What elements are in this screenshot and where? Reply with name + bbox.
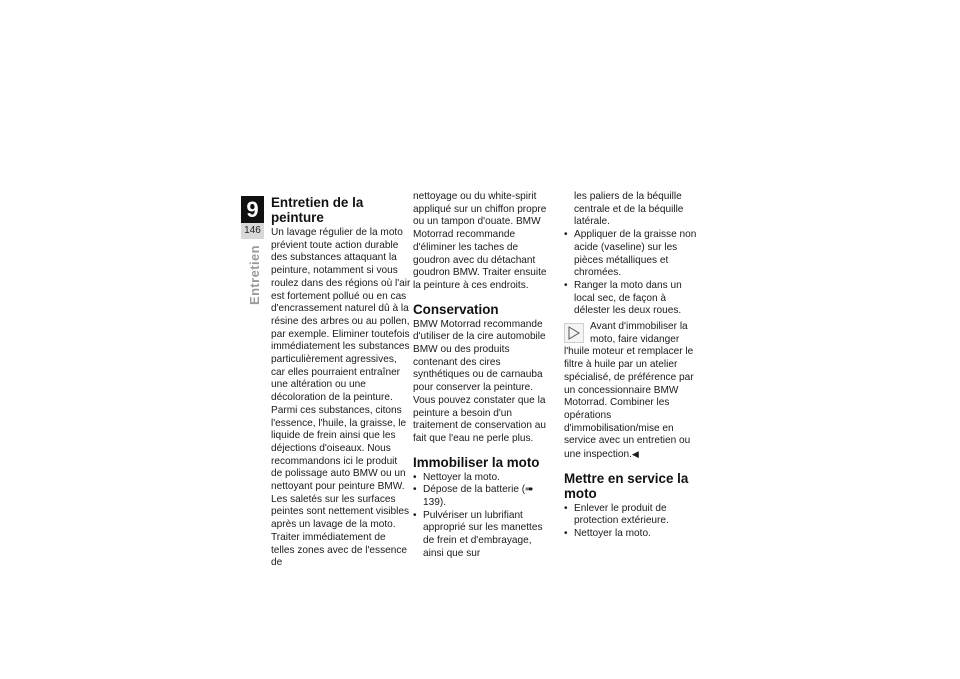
note-box [564,321,704,462]
column-2 [413,191,553,561]
column-1 [271,195,411,570]
section-heading-conservation: Conservation [413,301,499,317]
paragraph-paint-care-cont: nettoyage ou du white-spirit appliqué sur un chiffon propre ou un tampon d'ouate. BMW Motorrad recommande d'éliminer les taches de goudron avec du détachant goudron BMW. Traiter ensuite la peinture à ces endroits. [413,191,547,291]
note-text: Avant d'immobiliser la moto, faire vidanger l'huile moteur et remplacer le filtre à huile par un atelier spécialisé, de préférence par un concessionnaire BMW Motorrad. Combiner les opérations d'immobilisation/mise en service avec un entretien ou une inspection. [564,321,694,461]
section-heading-recommission: Mettre en service la moto [564,470,689,501]
paragraph-paint-care: Un lavage régulier de la moto prévient toute action durable des substances attaquant la peinture, notamment si vous roulez dans des régions où l'air est fortement pollué ou en cas d'encrassement naturel dû à la résine des arbres ou au pollen, par exemple. Eliminer toutefois immédiatement les substances particulièrement agressives, car elles pourraient entraîner une altération ou une décoloration de la peinture. Parmi ces substances, citons l'essence, l'huile, la graisse, le liquide de frein ainsi que les déjections d'oiseaux. Nous recommandons ici le produit de polissage auto BMW ou un nettoyant pour peinture BMW. [271,227,411,493]
section-heading-immobilize: Immobiliser la moto [413,454,540,470]
chapter-side-label: Entretien [247,245,262,305]
list-item: • Dépose de la batterie (➠ 139). [413,484,553,509]
list-item: • Pulvériser un lubrifiant approprié sur les manettes de frein et d'embrayage, ainsi que sur [413,510,553,561]
chapter-number: 9 [241,196,264,223]
page-number: 146 [241,223,264,239]
list-item: • Nettoyer la moto. [413,472,553,485]
immobilize-steps-cont [564,191,704,318]
end-mark-icon: ◀ [631,449,639,460]
section-heading-paint-care: Entretien de la peinture [271,195,364,225]
list-item: • Appliquer de la graisse non acide (vaseline) sur les pièces métalliques et chromées. [564,229,704,280]
list-item: • Nettoyer la moto. [564,528,704,541]
immobilize-steps [413,472,553,561]
column-3 [564,191,704,541]
list-item: • Enlever le produit de protection extérieure. [564,503,704,528]
list-item: • Ranger la moto dans un local sec, de façon à délester les deux roues. [564,280,704,318]
paragraph-conservation: BMW Motorrad recommande d'utiliser de la cire automobile BMW ou des produits contenant des cires synthétiques ou de carnauba pour conserver la peinture. Vous pouvez constater que la peinture a besoin d'un traitement de conservation au fait que l'eau ne perle plus. [413,318,546,444]
paragraph-paint-care-2: Les saletés sur les surfaces peintes sont nettement visibles après un lavage de la moto. Traiter immédiatement de telles zones avec de l'essence de [271,493,410,569]
note-triangle-icon [564,323,584,343]
recommission-steps [564,503,704,541]
list-item-continued: les paliers de la béquille centrale et de la béquille latérale. [574,191,684,228]
